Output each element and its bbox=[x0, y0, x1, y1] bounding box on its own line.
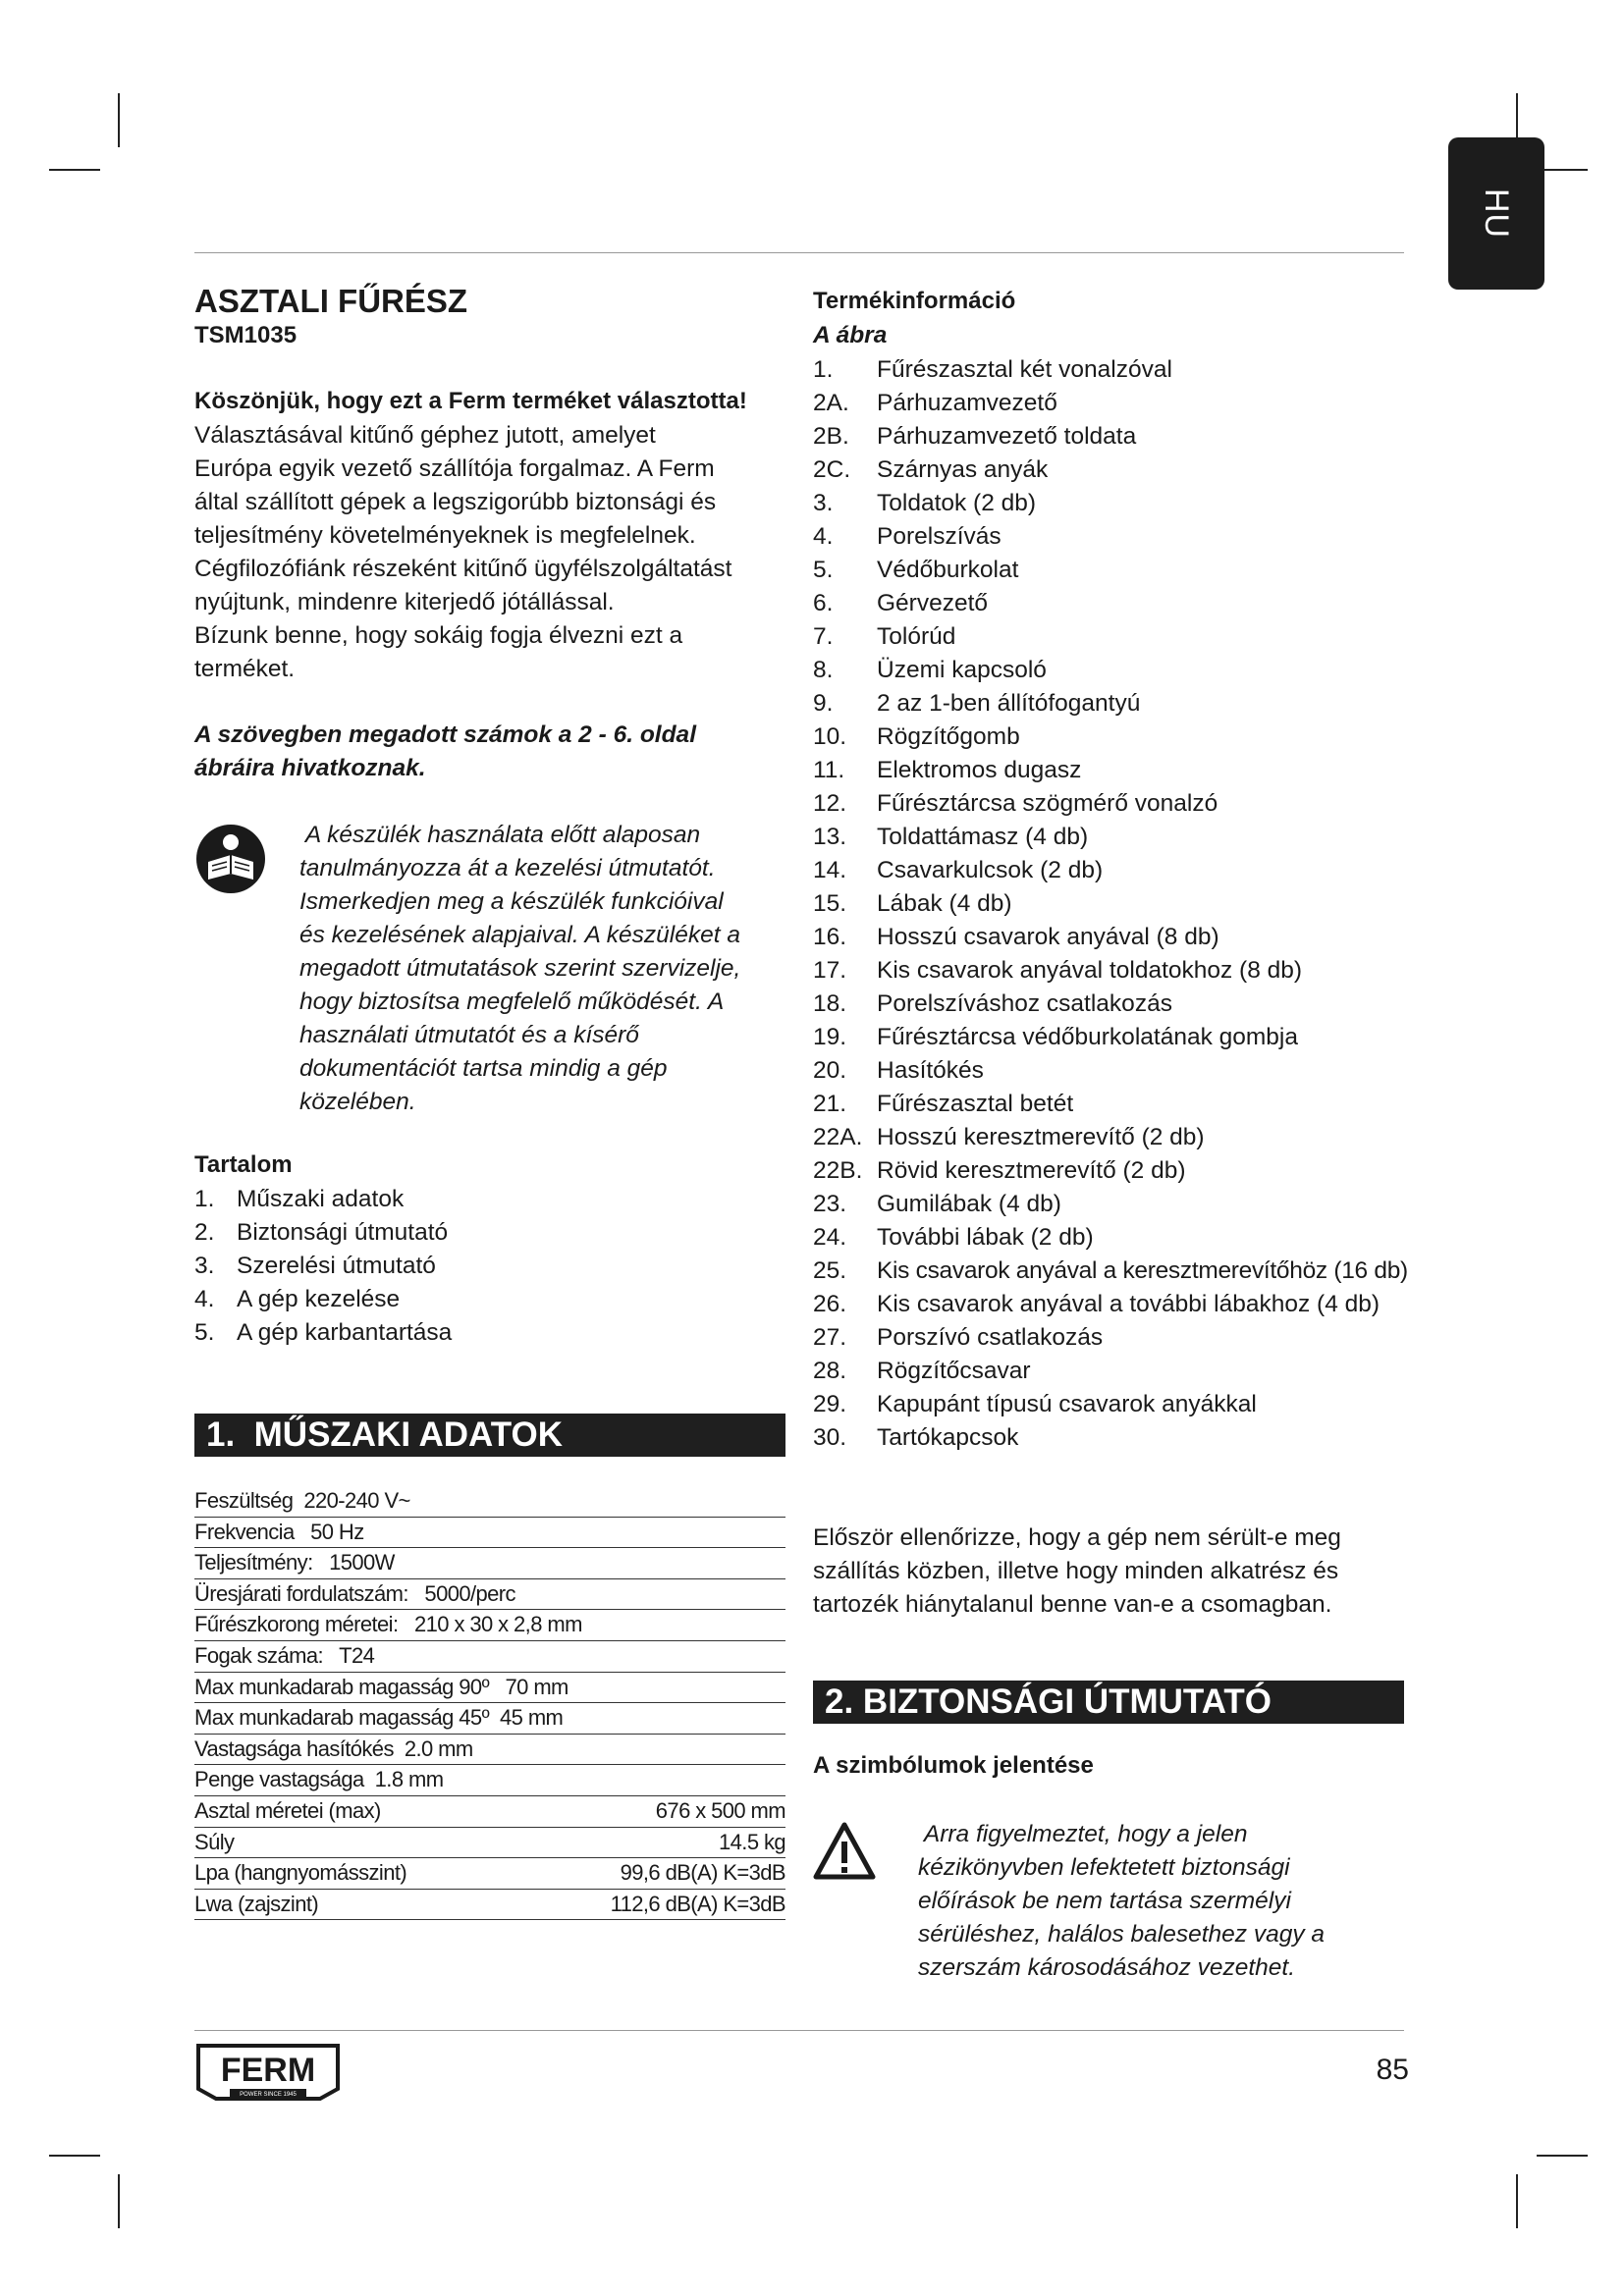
item-text: Fűrésztárcsa szögmérő vonalzó bbox=[877, 790, 1218, 817]
list-item bbox=[813, 1088, 1422, 1121]
item-text: Porelszíváshoz csatlakozás bbox=[877, 990, 1172, 1017]
table-row bbox=[194, 1548, 785, 1579]
table-row bbox=[194, 1765, 785, 1796]
text-line: teljesítmény követelményeknek is megfelelnek. bbox=[194, 522, 696, 549]
item-number: 6. bbox=[813, 590, 834, 616]
spec-label: Max munkadarab magasság 90º 70 mm bbox=[194, 1674, 568, 1699]
list-item bbox=[194, 1216, 705, 1250]
table-row bbox=[194, 1735, 785, 1766]
warning-triangle-icon bbox=[813, 1822, 876, 1881]
text-line: Először ellenőrizze, hogy a gép nem sérült-e meg bbox=[813, 1524, 1341, 1551]
item-text: Fűrésztárcsa védőburkolatának gombja bbox=[877, 1024, 1298, 1050]
spec-label: Fűrészkorong méretei: 210 x 30 x 2,8 mm bbox=[194, 1612, 582, 1637]
header-rule bbox=[194, 252, 1404, 253]
item-text: Rövid keresztmerevítő (2 db) bbox=[877, 1157, 1186, 1184]
list-item bbox=[813, 921, 1422, 954]
text-line: nyújtunk, mindenre kiterjedő jótállással. bbox=[194, 589, 615, 615]
item-text: Fűrészasztal betét bbox=[877, 1091, 1074, 1117]
spec-label: Feszültség 220-240 V~ bbox=[194, 1488, 410, 1513]
spec-label: Asztal méretei (max) bbox=[194, 1797, 381, 1823]
page-title: ASZTALI FŰRÉSZ bbox=[194, 283, 468, 319]
list-item bbox=[813, 554, 1422, 587]
crop-mark bbox=[1516, 2174, 1518, 2228]
item-number: 8. bbox=[813, 657, 834, 683]
item-number: 23. bbox=[813, 1191, 847, 1217]
spec-label: Súly bbox=[194, 1829, 235, 1854]
parts-list bbox=[813, 353, 1422, 1455]
item-text: Védőburkolat bbox=[877, 557, 1019, 583]
item-text: A gép kezelése bbox=[237, 1286, 401, 1312]
text-line: Európa egyik vezető szállítója forgalmaz. A Ferm bbox=[194, 455, 715, 482]
list-item bbox=[813, 887, 1422, 921]
item-number: 1. bbox=[813, 356, 834, 383]
text-line: szerszám károsodásához vezethet. bbox=[918, 1954, 1296, 1981]
text-line: által szállított gépek a legszigorúbb biztonsági és bbox=[194, 489, 717, 515]
list-item bbox=[813, 587, 1422, 620]
item-number: 14. bbox=[813, 857, 847, 883]
spec-label: Lwa (zajszint) bbox=[194, 1891, 319, 1916]
item-text: Kis csavarok anyával toldatokhoz (8 db) bbox=[877, 957, 1303, 984]
list-item bbox=[194, 1250, 705, 1283]
text-line: A készülék használata előtt alaposan bbox=[299, 822, 701, 848]
crop-mark bbox=[118, 93, 120, 147]
list-item bbox=[813, 487, 1422, 520]
list-item bbox=[813, 1154, 1422, 1188]
text-line: Arra figyelmeztet, hogy a jelen bbox=[918, 1821, 1248, 1847]
table-row bbox=[194, 1796, 785, 1828]
language-tab bbox=[1448, 137, 1544, 290]
table-row bbox=[194, 1858, 785, 1890]
text-line: ábráira hivatkoznak. bbox=[194, 755, 426, 781]
text-line: dokumentációt tartsa mindig a gép bbox=[299, 1055, 668, 1082]
item-text: Szárnyas anyák bbox=[877, 456, 1049, 483]
intro-paragraph bbox=[194, 419, 803, 686]
table-row bbox=[194, 1641, 785, 1673]
text-line: kézikönyvben lefektetett biztonsági bbox=[918, 1854, 1290, 1881]
figure-label: A ábra bbox=[813, 322, 888, 348]
item-number: 11. bbox=[813, 757, 845, 783]
table-row bbox=[194, 1579, 785, 1611]
figure-reference-note bbox=[194, 719, 803, 785]
item-text: Párhuzamvezető toldata bbox=[877, 423, 1137, 450]
warning-notice bbox=[918, 1818, 1409, 1985]
spec-value: 112,6 dB(A) K=3dB bbox=[610, 1891, 785, 1916]
text-line: tartozék hiánytalanul benne van-e a csomagban. bbox=[813, 1591, 1332, 1618]
table-row bbox=[194, 1890, 785, 1921]
contents-list bbox=[194, 1183, 705, 1350]
item-number: 16. bbox=[813, 924, 847, 950]
item-text: Fűrészasztal két vonalzóval bbox=[877, 356, 1172, 383]
page-number: 85 bbox=[1376, 2054, 1409, 2086]
item-number: 22B. bbox=[813, 1157, 863, 1184]
item-text: Tolórúd bbox=[877, 623, 956, 650]
spec-value: 676 x 500 mm bbox=[655, 1797, 785, 1823]
text-line: Bízunk benne, hogy sokáig fogja élvezni ezt a bbox=[194, 622, 683, 649]
spec-label: Frekvencia 50 Hz bbox=[194, 1519, 364, 1544]
list-item bbox=[813, 1355, 1422, 1388]
spec-label: Penge vastagsága 1.8 mm bbox=[194, 1767, 444, 1792]
list-item bbox=[813, 1421, 1422, 1455]
symbols-title: A szimbólumok jelentése bbox=[813, 1752, 1094, 1779]
spec-label: Üresjárati fordulatszám: 5000/perc bbox=[194, 1580, 515, 1606]
item-number: 24. bbox=[813, 1224, 847, 1251]
crop-mark bbox=[49, 169, 100, 171]
list-item bbox=[813, 954, 1422, 988]
crop-mark bbox=[1537, 2155, 1588, 2157]
spec-label: Max munkadarab magasság 45º 45 mm bbox=[194, 1705, 564, 1731]
list-item bbox=[813, 620, 1422, 654]
list-item bbox=[813, 821, 1422, 854]
item-text: További lábak (2 db) bbox=[877, 1224, 1094, 1251]
text-line: sérüléshez, halálos balesethez vagy a bbox=[918, 1921, 1326, 1948]
item-text: Biztonsági útmutató bbox=[237, 1219, 449, 1246]
item-number: 19. bbox=[813, 1024, 847, 1050]
item-text: Gumilábak (4 db) bbox=[877, 1191, 1061, 1217]
list-item bbox=[194, 1183, 705, 1216]
item-text: 2 az 1-ben állítófogantyú bbox=[877, 690, 1141, 717]
item-number: 26. bbox=[813, 1291, 847, 1317]
section-heading-safety: 2. BIZTONSÁGI ÚTMUTATÓ bbox=[813, 1681, 1404, 1724]
language-tab-label: HU bbox=[1478, 187, 1516, 240]
delivery-check-paragraph bbox=[813, 1522, 1412, 1622]
spec-label: Lpa (hangnyomásszint) bbox=[194, 1860, 407, 1886]
item-text: Kapupánt típusú csavarok anyákkal bbox=[877, 1391, 1257, 1417]
item-number: 29. bbox=[813, 1391, 847, 1417]
item-number: 13. bbox=[813, 824, 847, 850]
spec-label: Teljesítmény: 1500W bbox=[194, 1550, 395, 1575]
item-text: Lábak (4 db) bbox=[877, 890, 1012, 917]
item-number: 18. bbox=[813, 990, 847, 1017]
spec-value: 14.5 kg bbox=[719, 1829, 785, 1854]
item-text: Hosszú keresztmerevítő (2 db) bbox=[877, 1124, 1205, 1150]
item-number: 15. bbox=[813, 890, 847, 917]
table-row bbox=[194, 1673, 785, 1704]
list-item bbox=[813, 1221, 1422, 1255]
item-number: 1. bbox=[194, 1186, 215, 1212]
item-text: Elektromos dugasz bbox=[877, 757, 1082, 783]
item-number: 10. bbox=[813, 723, 847, 750]
list-item bbox=[194, 1316, 705, 1350]
list-item bbox=[813, 721, 1422, 754]
text-line: terméket. bbox=[194, 656, 296, 682]
item-text: Kis csavarok anyával a keresztmerevítőhöz (16 db) bbox=[877, 1257, 1408, 1284]
item-number: 27. bbox=[813, 1324, 847, 1351]
list-item bbox=[813, 454, 1422, 487]
item-number: 22A. bbox=[813, 1124, 863, 1150]
section-heading-technical-data: 1. MŰSZAKI ADATOK bbox=[194, 1414, 785, 1457]
item-text: Műszaki adatok bbox=[237, 1186, 405, 1212]
item-number: 25. bbox=[813, 1257, 847, 1284]
item-text: Hasítókés bbox=[877, 1057, 984, 1084]
list-item bbox=[813, 754, 1422, 787]
list-item bbox=[813, 520, 1422, 554]
crop-mark bbox=[49, 2155, 100, 2157]
item-text: Rögzítőgomb bbox=[877, 723, 1020, 750]
item-text: Gérvezető bbox=[877, 590, 989, 616]
text-line: tanulmányozza át a kezelési útmutatót. bbox=[299, 855, 716, 881]
item-text: Porszívó csatlakozás bbox=[877, 1324, 1104, 1351]
model-number: TSM1035 bbox=[194, 322, 298, 348]
item-text: Toldatok (2 db) bbox=[877, 490, 1037, 516]
item-number: 4. bbox=[813, 523, 834, 550]
list-item bbox=[813, 420, 1422, 454]
text-line: és kezelésének alapjaival. A készüléket a bbox=[299, 922, 740, 948]
item-number: 9. bbox=[813, 690, 834, 717]
list-item bbox=[813, 854, 1422, 887]
item-text: Toldattámasz (4 db) bbox=[877, 824, 1089, 850]
text-line: A szövegben megadott számok a 2 - 6. oldal bbox=[194, 721, 696, 748]
table-row bbox=[194, 1828, 785, 1859]
ferm-logo bbox=[194, 2042, 342, 2103]
item-number: 5. bbox=[194, 1319, 215, 1346]
table-row bbox=[194, 1610, 785, 1641]
list-item bbox=[813, 1121, 1422, 1154]
item-number: 17. bbox=[813, 957, 847, 984]
item-number: 5. bbox=[813, 557, 834, 583]
item-number: 30. bbox=[813, 1424, 847, 1451]
text-line: Ismerkedjen meg a készülék funkcióival bbox=[299, 888, 724, 915]
text-line: közelében. bbox=[299, 1089, 416, 1115]
footer-rule bbox=[194, 2030, 1404, 2031]
item-number: 7. bbox=[813, 623, 834, 650]
list-item bbox=[813, 1388, 1422, 1421]
text-line: Választásával kitűnő géphez jutott, amelyet bbox=[194, 422, 656, 449]
item-number: 12. bbox=[813, 790, 847, 817]
list-item bbox=[813, 1321, 1422, 1355]
item-number: 21. bbox=[813, 1091, 847, 1117]
item-text: Csavarkulcsok (2 db) bbox=[877, 857, 1104, 883]
item-number: 2A. bbox=[813, 390, 849, 416]
spec-value: 99,6 dB(A) K=3dB bbox=[620, 1860, 785, 1886]
item-number: 28. bbox=[813, 1358, 847, 1384]
list-item bbox=[813, 687, 1422, 721]
product-heading bbox=[194, 283, 784, 351]
item-text: Szerelési útmutató bbox=[237, 1253, 436, 1279]
list-item bbox=[813, 1188, 1422, 1221]
list-item bbox=[813, 988, 1422, 1021]
item-number: 2C. bbox=[813, 456, 851, 483]
list-item bbox=[813, 387, 1422, 420]
item-number: 2B. bbox=[813, 423, 849, 450]
item-text: Kis csavarok anyával a további lábakhoz (4 db) bbox=[877, 1291, 1380, 1317]
list-item bbox=[194, 1283, 705, 1316]
text-line: használati útmutatót és a kísérő bbox=[299, 1022, 639, 1048]
logo-text: FERM bbox=[220, 2052, 316, 2089]
item-text: Tartókapcsok bbox=[877, 1424, 1019, 1451]
contents-title: Tartalom bbox=[194, 1151, 293, 1178]
list-item bbox=[813, 787, 1422, 821]
item-number: 2. bbox=[194, 1219, 215, 1246]
list-item bbox=[813, 1288, 1422, 1321]
intro-title: Köszönjük, hogy ezt a Ferm terméket választotta! bbox=[194, 388, 747, 414]
item-text: Porelszívás bbox=[877, 523, 1001, 550]
spec-label: Fogak száma: T24 bbox=[194, 1642, 375, 1668]
item-number: 3. bbox=[813, 490, 834, 516]
item-number: 3. bbox=[194, 1253, 215, 1279]
table-row bbox=[194, 1486, 785, 1518]
list-item bbox=[813, 1054, 1422, 1088]
list-item bbox=[813, 1255, 1422, 1288]
list-item bbox=[813, 1021, 1422, 1054]
spec-label: Vastagsága hasítókés 2.0 mm bbox=[194, 1735, 473, 1761]
item-text: Hosszú csavarok anyával (8 db) bbox=[877, 924, 1219, 950]
manual-notice bbox=[299, 819, 810, 1119]
table-row bbox=[194, 1703, 785, 1735]
item-text: Üzemi kapcsoló bbox=[877, 657, 1047, 683]
table-row bbox=[194, 1518, 785, 1549]
product-info-title: Termékinformáció bbox=[813, 288, 1016, 314]
text-line: szállítás közben, illetve hogy minden alkatrész és bbox=[813, 1558, 1339, 1584]
list-item bbox=[813, 353, 1422, 387]
list-item bbox=[813, 654, 1422, 687]
text-line: megadott útmutatások szerint szervizelje, bbox=[299, 955, 741, 982]
text-line: előírások be nem tartása szermélyi bbox=[918, 1888, 1291, 1914]
item-number: 20. bbox=[813, 1057, 847, 1084]
crop-mark bbox=[118, 2174, 120, 2228]
text-line: hogy biztosítsa megfelelő működését. A bbox=[299, 988, 725, 1015]
logo-tagline: POWER SINCE 1945 bbox=[240, 2092, 297, 2098]
spec-table bbox=[194, 1486, 785, 1920]
read-manual-icon bbox=[194, 823, 267, 895]
item-text: A gép karbantartása bbox=[237, 1319, 453, 1346]
item-number: 4. bbox=[194, 1286, 215, 1312]
item-text: Rögzítőcsavar bbox=[877, 1358, 1031, 1384]
item-text: Párhuzamvezető bbox=[877, 390, 1057, 416]
text-line: Cégfilozófiánk részeként kitűnő ügyfélszolgáltatást bbox=[194, 556, 732, 582]
